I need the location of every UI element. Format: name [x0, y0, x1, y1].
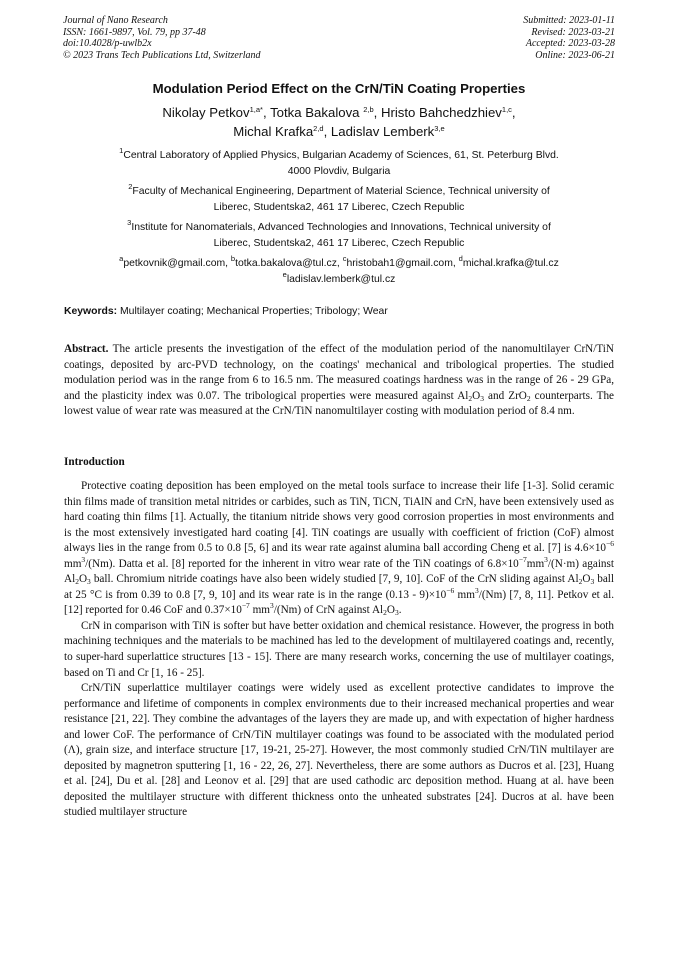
- author-list: [60, 104, 618, 141]
- para-text: ball. Chromium nitride coatings have also been widely studied [7, 9, 10]. CoF of the CrN sliding against Al: [90, 573, 579, 586]
- paragraph-1: [64, 479, 614, 619]
- keywords: [64, 306, 614, 317]
- affiliation-text: Faculty of Mechanical Engineering, Department of Material Science, Technical university of: [132, 186, 550, 197]
- subscript: 2: [75, 577, 79, 587]
- journal-doi: doi:10.4028/p-uwlb2x: [63, 38, 152, 50]
- affiliation-number: 2: [128, 182, 133, 191]
- para-text: mm: [64, 557, 82, 570]
- author-name: Nikolay Petkov: [162, 105, 250, 120]
- subscript: 3: [480, 393, 484, 403]
- para-text: mm: [249, 604, 271, 617]
- abstract-text: The article presents the investigation of the effect of the modulation period of the nanomultilayer CrN/TiN coatings, deposited by arc-PVD technology, on the coatings' mechanical and tribological properties. The studied modulation period was in the range from 6 to 16.5 nm. The measured coatings hardness was in the range of 26 - 29 GPa, and the plasticity index was 0.07. The tribological properties were measured against Al: [64, 343, 614, 402]
- para-text: Protective coating deposition has been employed on the metal tools surface to increase their life [1-3]. Solid ceramic thin films made of transition metal nitrides or carbides, such as TiN, TiCN, TiAlN and CrN, have been extensively used as hard coating thin films [1]. Actually, the titanium nitride shows very good corrosion properties in most environments and is the most extensively investigated hard coating [4]. TiN coatings are usually with coefficient of friction (CoF) almost always lies in the range from 0.5 to 0.8 [5, 6] and its wear rate against alumina ball according Cheng et al. [7] is 4.6×10: [64, 480, 614, 555]
- email-sup: c: [342, 254, 347, 263]
- revised-date: Revised: 2023-03-21: [531, 26, 615, 38]
- email-sup: d: [458, 254, 463, 263]
- para-text: /(Nm) [7, 8, 11]. Petkov et al. [12] reported for 0.46 CoF and 0.37×10: [64, 588, 614, 617]
- subscript: 2: [578, 577, 583, 587]
- superscript: 3: [270, 601, 274, 611]
- keywords-label: Keywords:: [64, 306, 118, 317]
- subscript: 2: [526, 393, 531, 403]
- affiliation-2: [60, 184, 618, 215]
- affiliation-number: 1: [119, 146, 124, 155]
- affiliation-line: [60, 148, 618, 164]
- paragraph-2: CrN in comparison with TiN is softer but have better oxidation and chemical resistance. However, the progress in both machining techniques and the materials to be machined has led to the development of multilayered coatings and, recently, to super-hard superlattice structures [13 - 15]. There are many research works, concerning the use of multilayer coatings, based on Ti and Cr [1, 16 - 25].: [64, 619, 614, 679]
- abstract: [64, 342, 614, 420]
- subscript: 3: [87, 577, 91, 587]
- superscript: 3: [81, 554, 86, 564]
- journal-name: Journal of Nano Research: [63, 15, 168, 26]
- paragraph-3: CrN/TiN superlattice multilayer coatings were widely used as excellent protective candidates to improve the performance and lifetime of components in complex environments due to their increased mechanical properties and wear resistance [21, 22]. They combine the advantages of the layers they are made up, and with expectation of higher hardness and lower CoF. The performance of CrN/TiN multilayer coatings was found to be associated with the modulated period (Λ), grain size, and interface structure [17, 19-21, 25-27]. However, the most commonly studied CrN/TiN multilayer are deposited by magnetron sputtering [1, 16 - 22, 26, 27]. Nevertheless, there are some authors as Ducros et al. [23], Huang et al. [24], Du et al. [28] and Leonov et al. [29] that are used cathodic arc deposition method. Huang at al. have been deposited the multilayer structure with different thickness onto the unheated substrates [24]. Ducros at al. have been studied multilayer structure: [64, 682, 614, 819]
- author-line-1: Nikolay Petkov$^{1,a*}$, Totka Bakalova $^{2,b}$, Hristo Bahchedzhiev$^{1,c}$,: [162, 105, 516, 120]
- author-sup: 2,d: [313, 123, 324, 133]
- email-sup: e: [282, 269, 287, 279]
- journal-copyright: © 2023 Trans Tech Publications Ltd, Switzerland: [63, 49, 261, 61]
- paper-title: Modulation Period Effect on the CrN/TiN Coating Properties: [152, 81, 526, 96]
- author-sup: 1,c: [501, 105, 512, 114]
- author-sup: 2,b: [363, 105, 374, 114]
- email-line-2: [60, 269, 618, 288]
- para-text: /(Nm). Datta et al. [8] reported for the inherent in vitro wear rate of the TiN coatings of 6.8×10: [85, 557, 519, 570]
- email-link[interactable]: totka.bakalova@tul.cz,: [235, 258, 343, 269]
- journal-issn: ISSN: 1661-9897, Vol. 79, pp 37-48: [63, 26, 206, 38]
- affiliation-line: [60, 220, 618, 236]
- para-text: /(N·m) against Al: [64, 557, 614, 586]
- superscript: −7: [241, 601, 250, 611]
- affiliation-line: 4000 Plovdiv, Bulgaria: [287, 165, 391, 177]
- author-line-2: Michal Krafka$^{2,d}$, Ladislav Lemberk$^{3,e}$: [233, 123, 445, 139]
- superscript: −6: [606, 539, 614, 549]
- abstract-text: and ZrO: [483, 389, 527, 402]
- author-name: Michal Krafka: [233, 123, 314, 139]
- subscript: 3: [394, 608, 399, 618]
- author-name: Hristo Bahchedzhiev: [380, 105, 502, 120]
- email-list: [60, 256, 618, 287]
- dates-header: [523, 15, 615, 61]
- author-sup: 3,e: [434, 123, 445, 133]
- abstract-text: O: [472, 389, 481, 402]
- superscript: 3: [544, 554, 548, 564]
- submitted-date: Submitted: 2023-01-11: [523, 15, 615, 26]
- abstract-text: counterparts. The lowest value of wear rate was measured at the CrN/TiN nanomultilayer costing with modulation period of 8.4 nm.: [64, 389, 614, 418]
- para-text: mm: [526, 557, 545, 570]
- superscript: −6: [446, 585, 455, 595]
- para-text: ball at 25 °C is from 0.39 to 0.8 [7, 9, 10] and its wear rate is in the range (0.13 - 9)×10: [64, 573, 615, 601]
- affiliation-text: Institute for Nanomaterials, Advanced Technologies and Innovations, Technical university of: [131, 222, 551, 233]
- online-date: Online: 2023-06-21: [535, 49, 615, 61]
- email-link[interactable]: petkovnik@gmail.com,: [123, 258, 231, 269]
- author-name: Totka Bakalova: [270, 105, 360, 120]
- affiliation-1: [60, 148, 618, 179]
- affiliation-text: Central Laboratory of Applied Physics, Bulgarian Academy of Sciences, 61, St. Peterburg Blvd.: [123, 150, 559, 161]
- superscript: −7: [518, 554, 527, 564]
- email-link[interactable]: ladislav.lemberk@tul.cz: [286, 273, 396, 285]
- affiliation-line: [60, 184, 618, 200]
- section-heading-introduction: Introduction: [64, 456, 125, 468]
- subscript: 3: [590, 577, 595, 587]
- para-text: O: [582, 573, 591, 586]
- author-name: Ladislav Lemberk: [330, 123, 435, 139]
- superscript: 3: [474, 585, 479, 595]
- email-link[interactable]: hristobah1@gmail.com,: [346, 258, 459, 269]
- affiliation-line: Liberec, Studentska2, 461 17 Liberec, Czech Republic: [213, 201, 465, 213]
- email-line-1: [60, 256, 618, 272]
- journal-header: [63, 15, 261, 61]
- email-sup: a: [119, 254, 124, 263]
- email-sup: b: [230, 254, 236, 263]
- para-text: O: [386, 604, 395, 617]
- affiliation-number: 3: [127, 218, 132, 227]
- email-link[interactable]: michal.krafka@tul.cz: [462, 258, 559, 269]
- keywords-text: Multilayer coating; Mechanical Properties; Tribology; Wear: [117, 306, 388, 317]
- affiliation-3: [60, 220, 618, 251]
- accepted-date: Accepted: 2023-03-28: [525, 38, 615, 50]
- subscript: 2: [468, 393, 473, 403]
- introduction-body: [64, 479, 614, 821]
- subscript: 2: [383, 608, 387, 618]
- para-text: /(Nm) of CrN against Al: [273, 604, 384, 617]
- abstract-label: Abstract.: [64, 343, 109, 355]
- author-sup: 1,a*: [249, 105, 263, 114]
- para-text: mm: [454, 588, 475, 601]
- para-text: O: [78, 573, 88, 586]
- affiliation-line: Liberec, Studentska2, 461 17 Liberec, Czech Republic: [213, 237, 465, 249]
- para-text: .: [398, 604, 402, 617]
